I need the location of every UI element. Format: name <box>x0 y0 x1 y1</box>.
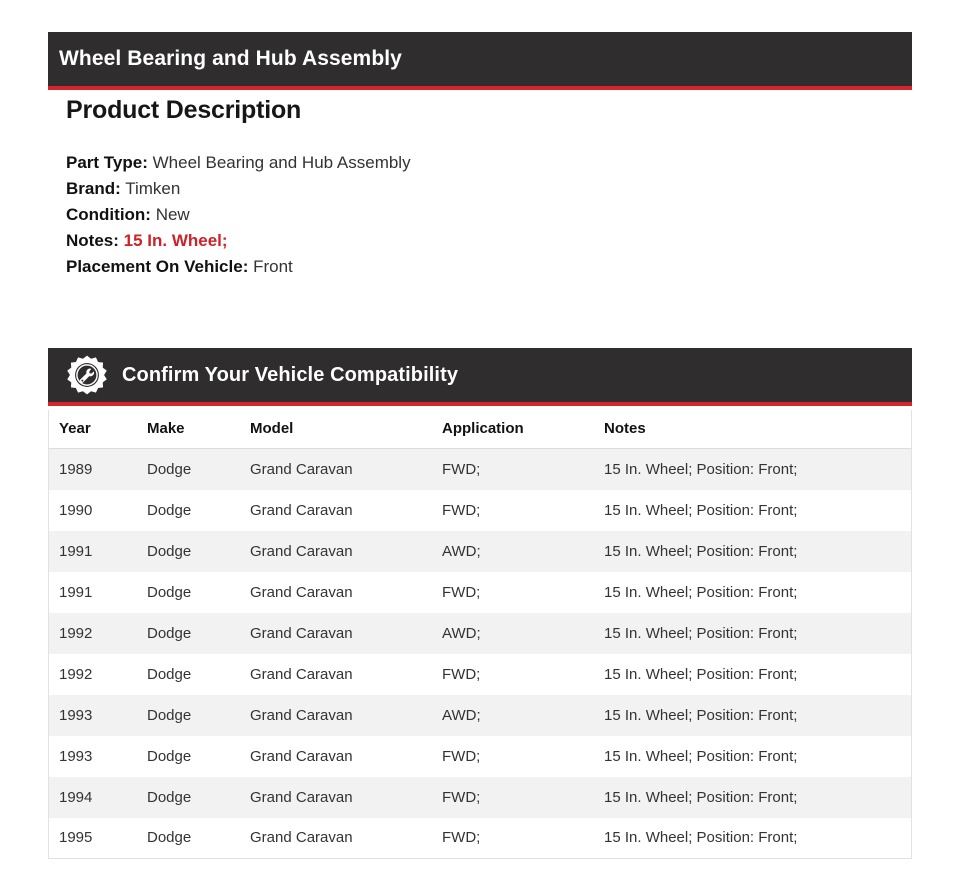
table-cell-application: AWD; <box>442 695 604 736</box>
table-cell-application: FWD; <box>442 490 604 531</box>
table-cell-notes: 15 In. Wheel; Position: Front; <box>604 613 912 654</box>
product-spec-label: Placement On Vehicle: <box>66 257 249 276</box>
product-spec-row <box>66 176 466 202</box>
product-description-heading: Product Description <box>66 96 302 124</box>
table-cell-notes: 15 In. Wheel; Position: Front; <box>604 736 912 777</box>
product-title: Wheel Bearing and Hub Assembly <box>59 47 402 70</box>
product-title-banner <box>48 32 912 90</box>
table-cell-make: Dodge <box>147 695 250 736</box>
table-row <box>49 818 912 859</box>
table-cell-year: 1994 <box>49 777 148 818</box>
table-cell-year: 1989 <box>49 449 148 490</box>
table-cell-notes: 15 In. Wheel; Position: Front; <box>604 654 912 695</box>
table-cell-make: Dodge <box>147 449 250 490</box>
table-cell-notes: 15 In. Wheel; Position: Front; <box>604 572 912 613</box>
table-cell-notes: 15 In. Wheel; Position: Front; <box>604 531 912 572</box>
table-row <box>49 777 912 818</box>
product-spec-label: Part Type: <box>66 153 148 172</box>
table-column-header-notes[interactable]: Notes <box>604 410 912 449</box>
compatibility-title: Confirm Your Vehicle Compatibility <box>122 363 459 386</box>
table-cell-application: FWD; <box>442 818 604 859</box>
table-column-header-year[interactable]: Year <box>49 410 148 449</box>
product-spec-value: Front <box>253 257 293 276</box>
table-cell-year: 1992 <box>49 654 148 695</box>
table-cell-model: Grand Caravan <box>250 695 442 736</box>
table-cell-make: Dodge <box>147 736 250 777</box>
table-cell-application: FWD; <box>442 736 604 777</box>
table-cell-year: 1990 <box>49 490 148 531</box>
table-cell-application: FWD; <box>442 654 604 695</box>
product-spec-label: Brand: <box>66 179 121 198</box>
table-cell-year: 1993 <box>49 736 148 777</box>
table-header-row <box>49 410 912 449</box>
table-cell-make: Dodge <box>147 613 250 654</box>
table-cell-application: FWD; <box>442 777 604 818</box>
compatibility-banner <box>48 348 912 406</box>
product-spec-value: Timken <box>125 179 181 198</box>
table-cell-model: Grand Caravan <box>250 613 442 654</box>
product-spec-row <box>66 228 466 254</box>
gear-wrench-icon <box>66 354 108 396</box>
table-row <box>49 613 912 654</box>
product-spec-value: Wheel Bearing and Hub Assembly <box>152 153 411 172</box>
table-cell-year: 1993 <box>49 695 148 736</box>
product-spec-row <box>66 202 466 228</box>
table-cell-model: Grand Caravan <box>250 572 442 613</box>
table-cell-year: 1992 <box>49 613 148 654</box>
table-cell-notes: 15 In. Wheel; Position: Front; <box>604 490 912 531</box>
table-cell-model: Grand Caravan <box>250 490 442 531</box>
table-cell-application: FWD; <box>442 449 604 490</box>
product-spec-row <box>66 254 466 280</box>
table-column-header-model[interactable]: Model <box>250 410 442 449</box>
table-head <box>49 410 912 449</box>
product-spec-row <box>66 150 466 176</box>
product-spec-value: New <box>155 205 190 224</box>
product-specs-list <box>66 150 466 280</box>
table-cell-make: Dodge <box>147 654 250 695</box>
table-column-header-application[interactable]: Application <box>442 410 604 449</box>
table-cell-model: Grand Caravan <box>250 736 442 777</box>
table-cell-model: Grand Caravan <box>250 654 442 695</box>
table-cell-year: 1991 <box>49 572 148 613</box>
table-cell-make: Dodge <box>147 490 250 531</box>
table-row <box>49 572 912 613</box>
table-row <box>49 490 912 531</box>
table-row <box>49 736 912 777</box>
table-cell-model: Grand Caravan <box>250 818 442 859</box>
table-cell-year: 1995 <box>49 818 148 859</box>
table-row <box>49 654 912 695</box>
table-cell-model: Grand Caravan <box>250 777 442 818</box>
table-row <box>49 449 912 490</box>
table-row <box>49 695 912 736</box>
table-cell-make: Dodge <box>147 818 250 859</box>
table-column-header-make[interactable]: Make <box>147 410 250 449</box>
table-cell-year: 1991 <box>49 531 148 572</box>
table-cell-notes: 15 In. Wheel; Position: Front; <box>604 818 912 859</box>
table-body <box>49 449 912 859</box>
compatibility-table <box>48 410 912 859</box>
table-cell-make: Dodge <box>147 531 250 572</box>
product-spec-label: Notes: <box>66 231 119 250</box>
table-cell-model: Grand Caravan <box>250 531 442 572</box>
table-cell-make: Dodge <box>147 777 250 818</box>
table-row <box>49 531 912 572</box>
table-cell-notes: 15 In. Wheel; Position: Front; <box>604 777 912 818</box>
table-cell-model: Grand Caravan <box>250 449 442 490</box>
table-cell-notes: 15 In. Wheel; Position: Front; <box>604 695 912 736</box>
table-cell-application: AWD; <box>442 613 604 654</box>
table-cell-make: Dodge <box>147 572 250 613</box>
table-cell-application: AWD; <box>442 531 604 572</box>
product-spec-value-highlight: 15 In. Wheel; <box>123 231 228 250</box>
table-cell-notes: 15 In. Wheel; Position: Front; <box>604 449 912 490</box>
product-spec-label: Condition: <box>66 205 151 224</box>
table-cell-application: FWD; <box>442 572 604 613</box>
